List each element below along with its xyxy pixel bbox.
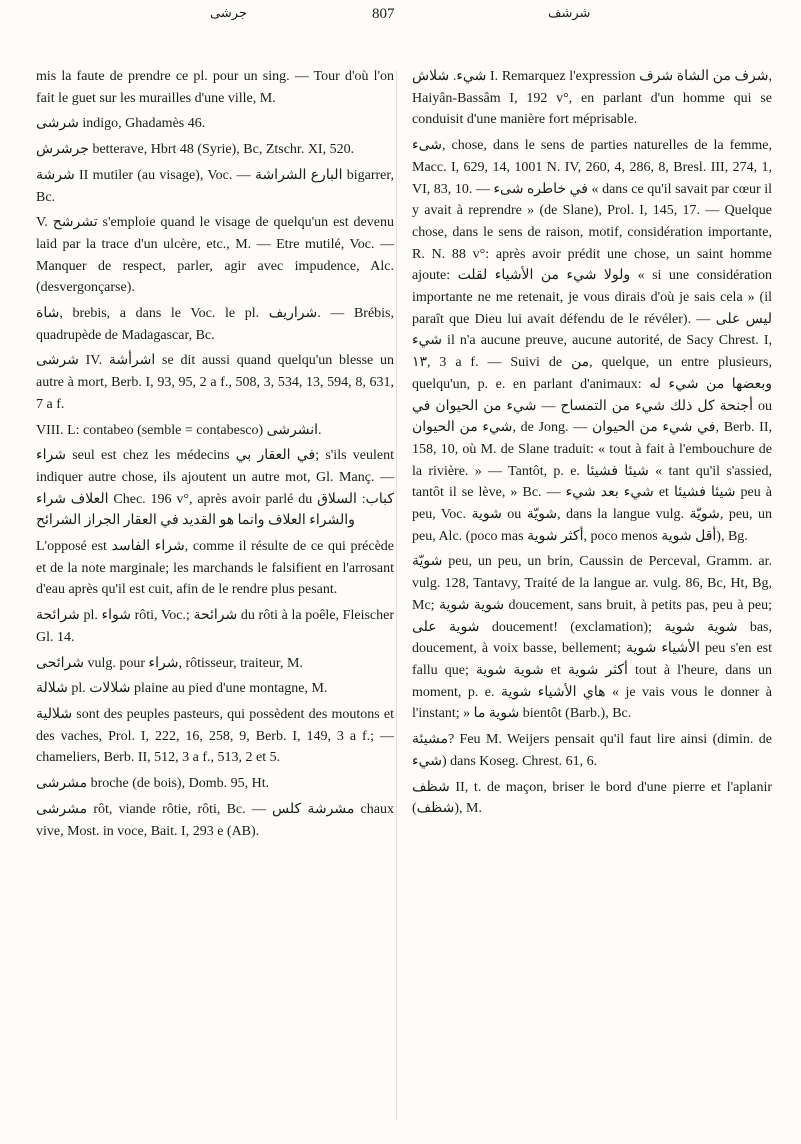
entry-paragraph: L'opposé est شراء الفاسد, comme il résulte de ce qui précède et de la note marginale; les marchands le falsifient en l'arrosant d'eau après qu'il est cuit, afin de le rendre plus pesant. [36, 539, 394, 598]
entry-paragraph: شلالیة sont des peuples pasteurs, qui possèdent des moutons et des vaches, Prol. I, 222, 16, 258, 9, Berb. I, 149, 3 a f.; — chameliers, Berb. II, 512, 3 a f., 513, 2 et 5. [36, 706, 394, 766]
entry-paragraph: V. تشرشح s'emploie quand le visage de quelqu'un est devenu laid par la trace d'un ulcère, etc., M. — Etre mutilé, Voc. — Manquer de respect, parler, agir avec impudence, Alc. (desvergonçarse). [36, 215, 394, 296]
page-number: 807 [372, 6, 395, 22]
entry-paragraph: شويّة peu, un peu, un brin, Caussin de Perceval, Gramm. ar. vulg. 128, Tantavy, Traité de la langue ar. vulg. 86, Bc, Ht, Bg, Mc; شوية شوية doucement, sans bruit, à petits pas, peu à peu; شوية على doucement! (exclamation); شوية شوية bas, doucement, à voix basse, bellement; الأشياء شوية peu s'en est fallu que; شوية شوية et أكثر شوية tout à l'heure, dans un moment, p. e. هاي الأشياء شوية « je vais vous le donner à l'instant; » شوية ما bientôt (Barb.), Bc. [412, 554, 772, 722]
entry-paragraph: شيء. شلاش I. Remarquez l'expression شرف من الشاة شرف, Haiyân-Bassâm I, 192 v°, en parlant d'un homme qui se conduisit d'une manière fort méprisable. [412, 69, 772, 128]
entry-paragraph: مشيئة? Feu M. Weijers pensait qu'il faut lire ainsi (dimin. de شيء) dans Koseg. Chrest. 61, 6. [412, 732, 772, 769]
entry-paragraph: جرشرش betterave, Hbrt 48 (Syrie), Bc, Ztschr. XI, 520. [36, 142, 355, 158]
entry-paragraph: mis la faute de prendre ce pl. pour un sing. — Tour d'où l'on fait le guet sur les murailles d'une ville, M. [36, 69, 394, 106]
running-head-left: جرشی [210, 6, 247, 21]
entry-paragraph: شرشی indigo, Ghadamès 46. [36, 116, 206, 132]
entry-paragraph: مشرشی rôt, viande rôtie, rôti, Bc. — مشرشة كلس chaux vive, Most. in voce, Bait. I, 293 e (AB). [36, 801, 394, 839]
entry-paragraph: شرائحة pl. شواء rôti, Voc.; شرائحة du rôti à la poêle, Fleischer Gl. 14. [36, 608, 394, 645]
entry-paragraph: شلالة pl. شلالات plaine au pied d'une montagne, M. [36, 681, 328, 697]
left-column [36, 66, 394, 1134]
entry-paragraph: مشرشی broche (de bois), Domb. 95, Ht. [36, 776, 270, 792]
entry-paragraph: شیء, chose, dans le sens de parties naturelles de la femme, Macc. I, 629, 14, 1001 N. IV, 260, 4, 286, 8, Bresl. III, 274, 1, VI, 83, 10. — في خاطره شیء « dans ce qu'il savait par cœur il y avait à reprendre » (de Slane), Prol. I, 145, 17. — Quelque chose, dans le sens de raison, motif, considération importante, R. N. 88 v°: après avoir prédit une chose, un saint homme ajoute: ولولا شيء من الأشياء لقلت « si une considération importante ne me retenait, je vous dirais d'où je sais cela » (il paraît que Dieu lui avait défendu de le révéler). — ليس على شيء il n'a aucune preuve, aucune autorité, de Sacy Chrest. I, ١٣, 3 a f. — Suivi de من, quelque, un entre plusieurs, quelqu'un, p. e. en parlant d'animaux: وبعضها من شيء له أجنحة كل ذلك شيء من التمساح — شيء من الحيوان في ou شيء من الحيوان, de Jong. — في شيء من الحيوان, Berb. II, 158, 10, où M. de Slane traduit: « tout à fait à l'embouchure de la rivière. » — Tantôt, p. e. شيئا فشيئا « tant qu'il s'assied, tantôt il se lève, » Bc. — شيء بعد شيء et شيئا فشيئا peu à peu, Voc. شوية ou شويّة, dans la langue vulg. شويّة, peu, un peu, Alc. (poco mas أكثر شوية, poco menos أقل شوية), Bg. [412, 138, 772, 544]
running-head-right: شرشف [548, 6, 591, 21]
entry-paragraph: VIII. L: contabeo (semble = contabesco) انشرشی. [36, 422, 322, 438]
entry-paragraph: شرائحی vulg. pour شراء, rôtisseur, traiteur, M. [36, 655, 303, 671]
entry-paragraph: شاة, brebis, a dans le Voc. le pl. شراريف. — Brébis, quadrupède de Madagascar, Bc. [36, 306, 394, 343]
entry-paragraph: شرشة II mutiler (au visage), Voc. — البارع الشراشة bigarrer, Bc. [36, 167, 394, 205]
entry-paragraph: شرشی IV. اشرأشة se dit aussi quand quelqu'un blesse un autre à mort, Berb. I, 93, 95, 2 a f., 508, 3, 534, 13, 594, 8, 631, 7 a f. [36, 353, 394, 412]
entry-paragraph: شراء seul est chez les médecins في العقار بي; s'ils veulent indiquer autre chose, ils ajoutent un autre mot, Gl. Manç. — العلاف شراء Chec. 196 v°, après avoir parlé du کباب: السلاق والشراء العلاف وانما هو القديد في العقار الجراز الشرائح [36, 448, 394, 529]
right-column [412, 66, 772, 1134]
column-divider [396, 70, 397, 1120]
entry-paragraph: شظف II, t. de maçon, briser le bord d'une pierre et l'aplanir (شظف), M. [412, 779, 772, 817]
